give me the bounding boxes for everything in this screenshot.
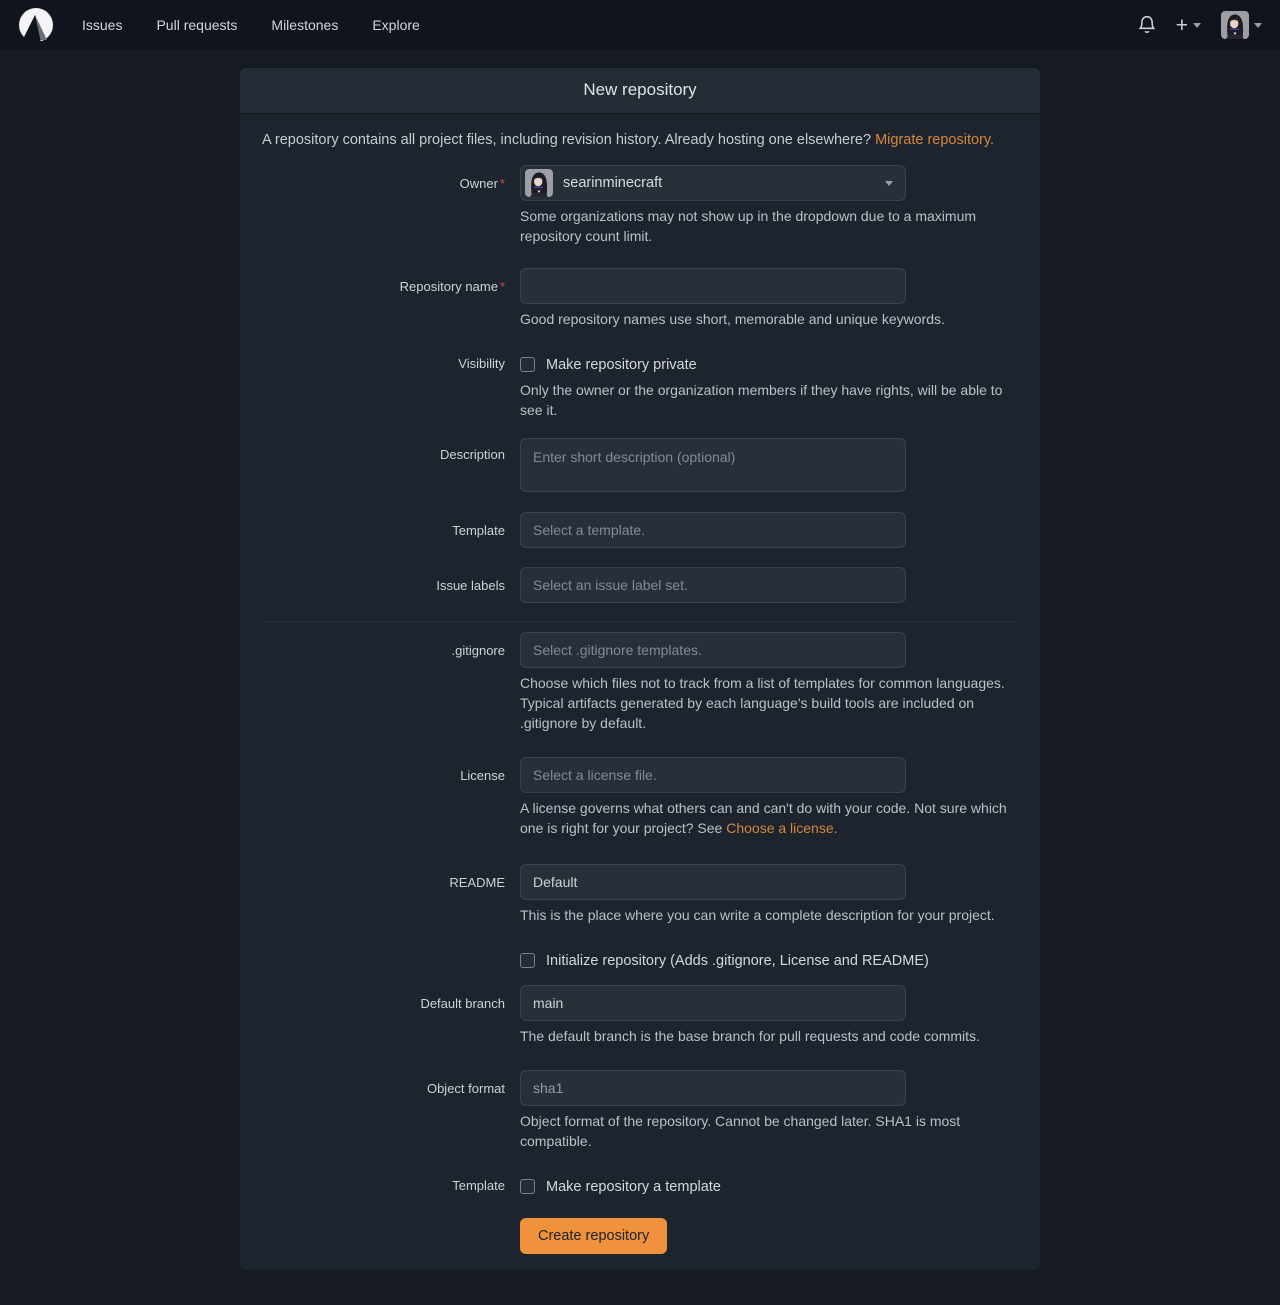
nav-item-issues[interactable]: Issues — [82, 17, 123, 33]
object-format-select[interactable] — [520, 1070, 906, 1106]
submit-label-spacer — [262, 1218, 505, 1254]
repo-name-row — [262, 268, 1018, 329]
navbar-right — [1138, 11, 1262, 39]
object-format-row — [262, 1070, 1018, 1151]
readme-select[interactable] — [520, 864, 906, 900]
choose-a-license-link[interactable]: Choose a license. — [726, 820, 838, 836]
page-title: New repository — [240, 68, 1040, 114]
private-checkbox[interactable] — [520, 357, 535, 372]
gitignore-label: .gitignore — [451, 643, 505, 658]
init-repo-checkbox-row[interactable] — [520, 951, 1020, 971]
new-repo-panel — [239, 67, 1041, 1271]
license-select[interactable] — [520, 757, 906, 793]
owner-value: searinminecraft — [563, 175, 663, 191]
template-placeholder: Select a template. — [533, 522, 646, 538]
license-label: License — [460, 768, 505, 783]
new-repo-form — [240, 114, 1040, 1270]
visibility-label: Visibility — [458, 356, 505, 371]
migrate-repository-link[interactable]: Migrate repository. — [875, 132, 995, 148]
description-input[interactable] — [520, 438, 906, 492]
template-flag-row — [262, 1177, 1018, 1197]
owner-avatar — [525, 169, 553, 197]
bell-icon — [1138, 15, 1156, 35]
object-format-value: sha1 — [533, 1080, 564, 1096]
intro-text — [262, 130, 1018, 150]
template-row — [262, 512, 1018, 548]
nav-item-explore[interactable]: Explore — [372, 17, 420, 33]
default-branch-help: The default branch is the base branch for pull requests and code commits. — [520, 1028, 980, 1044]
chevron-down-icon — [1193, 23, 1201, 28]
init-repo-checkbox[interactable] — [520, 953, 535, 968]
owner-label: Owner * — [459, 176, 505, 191]
description-row — [262, 438, 1018, 492]
submit-row — [262, 1218, 1018, 1254]
issue-labels-row — [262, 567, 1018, 603]
init-repo-row — [262, 951, 1018, 971]
create-repository-button[interactable]: Create repository — [520, 1218, 667, 1254]
license-placeholder: Select a license file. — [533, 767, 657, 783]
nav-item-pull-requests[interactable]: Pull requests — [156, 17, 238, 33]
top-navbar — [0, 0, 1280, 50]
user-avatar — [1221, 11, 1249, 39]
readme-label: README — [449, 875, 505, 890]
license-row — [262, 757, 1018, 838]
readme-value: Default — [533, 874, 578, 890]
private-checkbox-label: Make repository private — [546, 357, 697, 373]
default-branch-input[interactable] — [520, 985, 906, 1021]
user-menu-button[interactable] — [1221, 11, 1262, 39]
object-format-label: Object format — [426, 1081, 505, 1096]
issue-labels-placeholder: Select an issue label set. — [533, 577, 688, 593]
template-flag-checkbox-row[interactable] — [520, 1177, 1020, 1197]
default-branch-label: Default branch — [420, 996, 505, 1011]
template-flag-label: Template — [452, 1178, 505, 1193]
visibility-help: Only the owner or the organization members if they have rights, will be able to see it. — [520, 382, 1003, 418]
init-repo-label-spacer — [262, 951, 505, 971]
repo-name-help: Good repository names use short, memorable and unique keywords. — [520, 311, 945, 327]
nav-links — [82, 17, 420, 33]
visibility-row — [262, 355, 1018, 420]
readme-row — [262, 864, 1018, 925]
notifications-button[interactable] — [1138, 15, 1156, 35]
template-label: Template — [452, 523, 505, 538]
template-select[interactable] — [520, 512, 906, 548]
license-help-text: A license governs what others can and can't do with your code. Not sure which one is right for your project? See — [520, 800, 1007, 836]
owner-help: Some organizations may not show up in the dropdown due to a maximum repository count limit. — [520, 208, 977, 244]
repo-name-label: Repository name * — [399, 279, 505, 294]
issue-labels-label: Issue labels — [436, 578, 505, 593]
default-branch-row — [262, 985, 1018, 1046]
object-format-help: Object format of the repository. Cannot be changed later. SHA1 is most compatible. — [520, 1113, 961, 1149]
issue-labels-select[interactable] — [520, 567, 906, 603]
private-checkbox-row[interactable] — [520, 355, 1020, 375]
intro-sentence: A repository contains all project files, including revision history. Already hosting one elsewhere? — [262, 132, 872, 148]
chevron-down-icon — [1254, 23, 1262, 28]
page-content — [0, 50, 1280, 1271]
nav-item-milestones[interactable]: Milestones — [271, 17, 339, 33]
owner-row — [262, 165, 1018, 246]
required-asterisk: * — [499, 279, 505, 294]
site-logo-icon[interactable] — [18, 7, 54, 43]
template-flag-checkbox-label: Make repository a template — [546, 1179, 721, 1195]
chevron-down-icon — [885, 181, 893, 186]
section-divider — [262, 621, 1018, 622]
repo-name-input[interactable] — [520, 268, 906, 304]
template-flag-checkbox[interactable] — [520, 1179, 535, 1194]
gitignore-select[interactable] — [520, 632, 906, 668]
gitignore-help: Choose which files not to track from a list of templates for common languages. Typical artifacts generated by each language's build tools are included on .gitignore by default. — [520, 675, 1005, 731]
gitignore-row — [262, 632, 1018, 733]
readme-help: This is the place where you can write a complete description for your project. — [520, 907, 995, 923]
description-label: Description — [439, 447, 505, 462]
gitignore-placeholder: Select .gitignore templates. — [533, 642, 702, 658]
create-new-button[interactable] — [1176, 15, 1201, 36]
plus-icon: + — [1175, 13, 1188, 37]
required-asterisk: * — [499, 176, 505, 191]
owner-select[interactable] — [520, 165, 906, 201]
license-help — [520, 798, 1020, 838]
init-repo-checkbox-label: Initialize repository (Adds .gitignore, License and README) — [546, 953, 929, 969]
